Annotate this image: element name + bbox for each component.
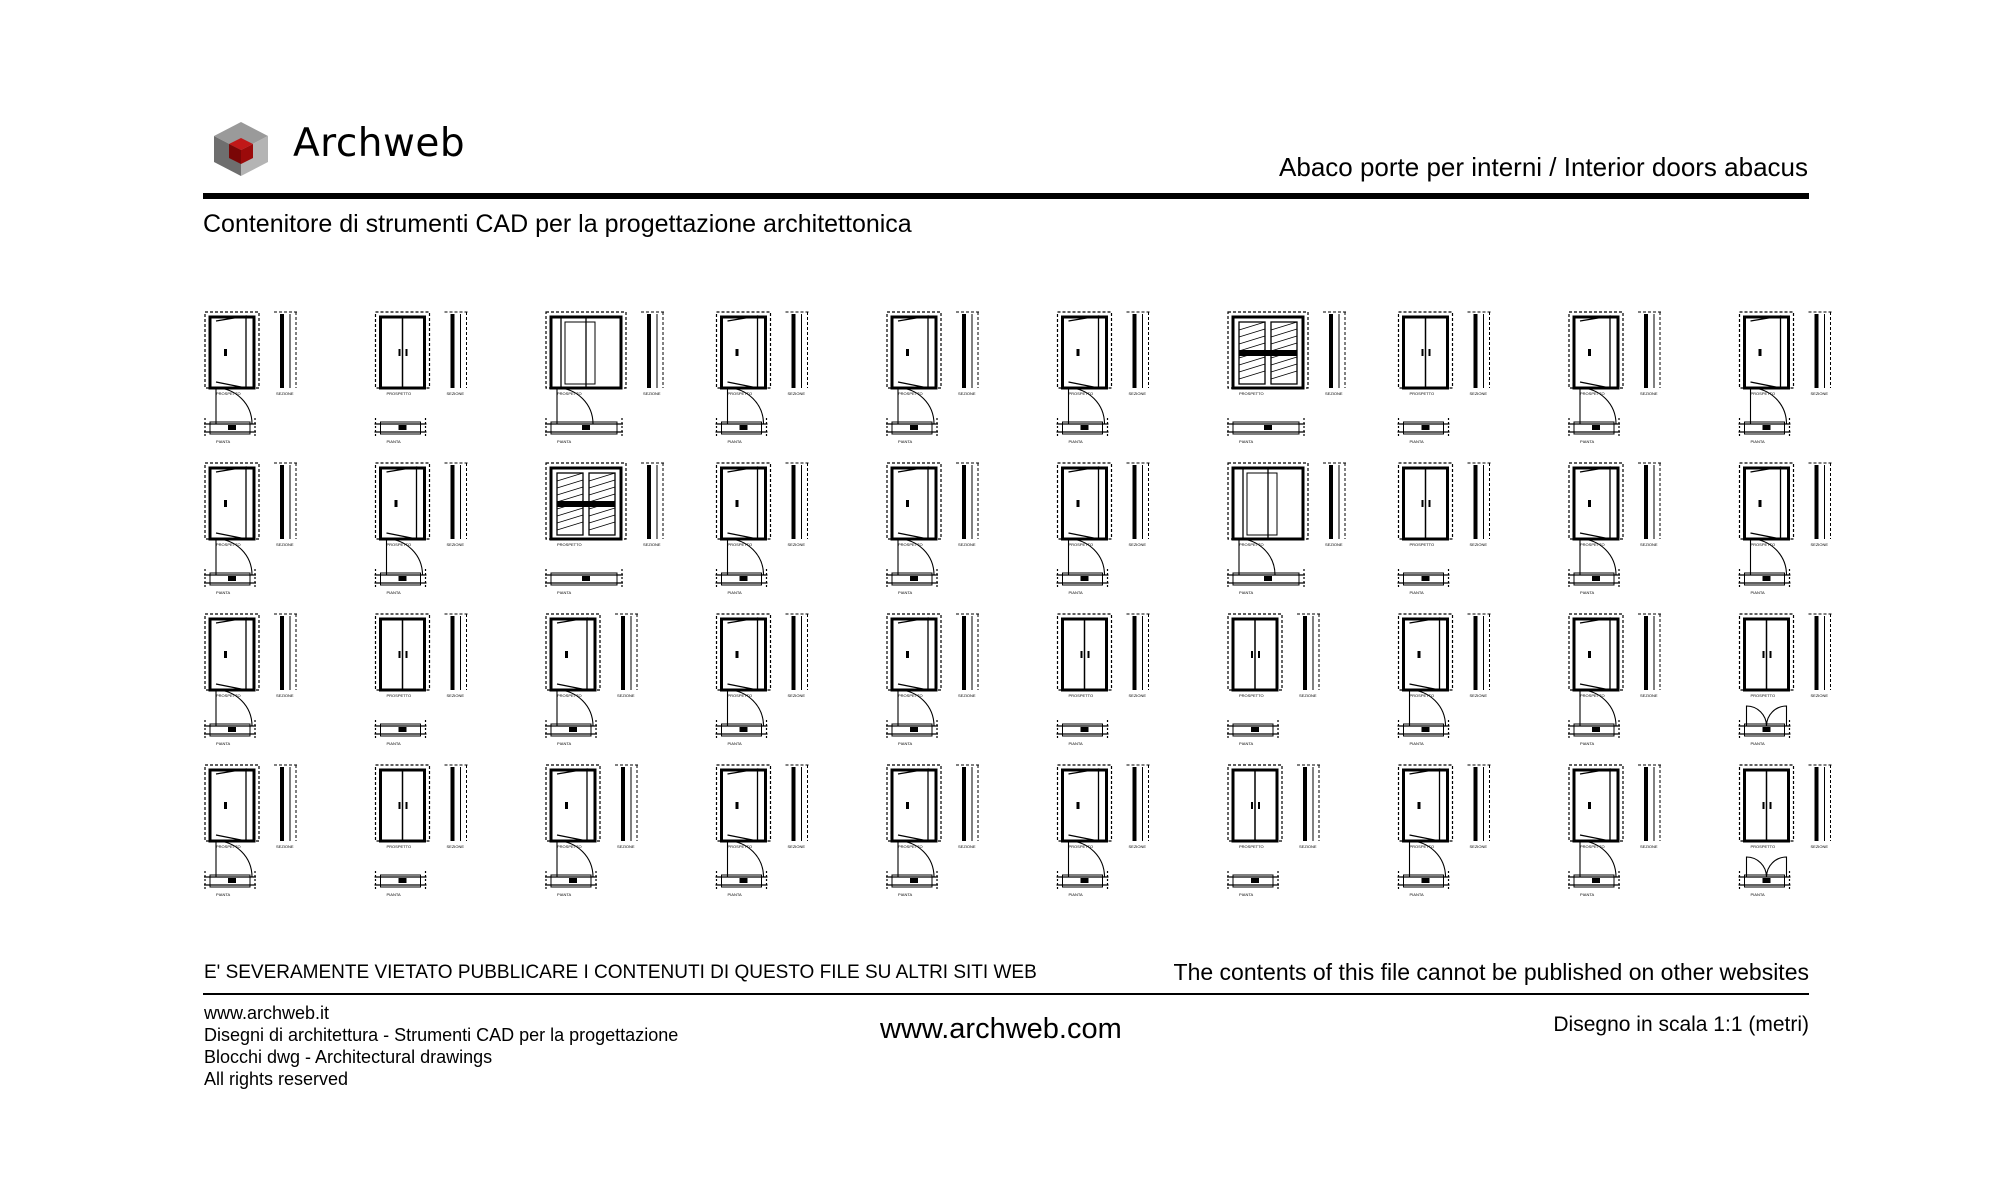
label-section: SEZIONE: [1469, 391, 1488, 396]
label-plan: PIANTA: [1409, 741, 1424, 746]
label-elevation: PROSPETTO: [898, 844, 923, 849]
label-section: SEZIONE: [958, 844, 976, 849]
door-block-r3-c5: [886, 614, 980, 746]
label-elevation: PROSPETTO: [386, 693, 412, 698]
door-block-r4-c1: [204, 765, 298, 897]
label-elevation: PROSPETTO: [386, 844, 412, 849]
door-block-r4-c9: [1568, 765, 1662, 897]
label-plan: PIANTA: [1239, 439, 1254, 444]
label-elevation: PROSPETTO: [1239, 844, 1264, 849]
door-block-r4-c5: [886, 765, 980, 897]
label-section: SEZIONE: [1128, 542, 1147, 547]
label-plan: PIANTA: [386, 741, 401, 746]
label-plan: PIANTA: [557, 439, 572, 444]
label-plan: PIANTA: [557, 590, 572, 595]
label-section: SEZIONE: [1128, 391, 1147, 396]
door-block-r2-c5: [886, 463, 980, 595]
label-elevation: PROSPETTO: [1750, 391, 1776, 396]
door-block-r2-c7: [1227, 463, 1347, 595]
door-block-r4-c8: [1398, 765, 1492, 897]
door-block-r1-c1: [204, 312, 298, 444]
label-elevation: PROSPETTO: [557, 542, 582, 547]
door-block-r2-c8: [1398, 463, 1492, 595]
label-plan: PIANTA: [727, 590, 742, 595]
label-elevation: PROSPETTO: [1239, 391, 1264, 396]
label-elevation: PROSPETTO: [557, 391, 582, 396]
label-plan: PIANTA: [1580, 590, 1595, 595]
label-section: SEZIONE: [617, 844, 635, 849]
door-block-r3-c3: [545, 614, 639, 746]
label-section: SEZIONE: [787, 693, 806, 698]
label-plan: PIANTA: [1750, 590, 1765, 595]
label-elevation: PROSPETTO: [898, 693, 923, 698]
label-section: SEZIONE: [958, 542, 976, 547]
label-section: SEZIONE: [1325, 391, 1343, 396]
label-section: SEZIONE: [787, 542, 806, 547]
door-block-r2-c9: [1568, 463, 1662, 595]
door-block-r2-c2: [375, 463, 469, 595]
door-block-r1-c4: [716, 312, 810, 444]
label-section: SEZIONE: [446, 542, 465, 547]
label-plan: PIANTA: [1239, 741, 1254, 746]
door-block-r2-c3: [545, 463, 665, 595]
door-block-r1-c9: [1568, 312, 1662, 444]
label-elevation: PROSPETTO: [1068, 693, 1094, 698]
label-elevation: PROSPETTO: [216, 542, 241, 547]
label-section: SEZIONE: [1128, 693, 1147, 698]
label-section: SEZIONE: [1810, 542, 1829, 547]
label-section: SEZIONE: [1640, 844, 1658, 849]
label-plan: PIANTA: [1750, 439, 1765, 444]
label-section: SEZIONE: [1299, 693, 1317, 698]
label-plan: PIANTA: [557, 741, 572, 746]
label-plan: PIANTA: [1409, 439, 1424, 444]
label-elevation: PROSPETTO: [1239, 693, 1264, 698]
label-section: SEZIONE: [1469, 542, 1488, 547]
label-elevation: PROSPETTO: [1580, 844, 1605, 849]
label-plan: PIANTA: [386, 892, 401, 897]
label-elevation: PROSPETTO: [1580, 391, 1605, 396]
label-section: SEZIONE: [787, 391, 806, 396]
label-plan: PIANTA: [1068, 741, 1083, 746]
label-plan: PIANTA: [727, 439, 742, 444]
label-plan: PIANTA: [1580, 892, 1595, 897]
label-elevation: PROSPETTO: [1750, 844, 1776, 849]
label-section: SEZIONE: [276, 693, 294, 698]
footer-line-rights: All rights reserved: [204, 1069, 349, 1089]
label-section: SEZIONE: [1469, 844, 1488, 849]
label-plan: PIANTA: [1068, 892, 1083, 897]
label-elevation: PROSPETTO: [1068, 844, 1094, 849]
label-plan: PIANTA: [1750, 741, 1765, 746]
label-plan: PIANTA: [898, 741, 913, 746]
subtitle: Contenitore di strumenti CAD per la progettazione architettonica: [203, 210, 912, 238]
door-block-r1-c5: [886, 312, 980, 444]
label-plan: PIANTA: [216, 741, 231, 746]
label-plan: PIANTA: [1580, 439, 1595, 444]
label-elevation: PROSPETTO: [1580, 693, 1605, 698]
door-block-r4-c2: [375, 765, 469, 897]
footer-website: www.archweb.it: [204, 1003, 330, 1023]
label-elevation: PROSPETTO: [1409, 391, 1435, 396]
label-section: SEZIONE: [446, 844, 465, 849]
label-section: SEZIONE: [1128, 844, 1147, 849]
label-section: SEZIONE: [1810, 391, 1829, 396]
door-block-r1-c10: [1739, 312, 1833, 444]
door-block-r1-c8: [1398, 312, 1492, 444]
label-section: SEZIONE: [1640, 542, 1658, 547]
label-elevation: PROSPETTO: [216, 693, 241, 698]
footer-line-drawings: Disegni di architettura - Strumenti CAD per la progettazione: [204, 1025, 679, 1045]
label-plan: PIANTA: [1409, 892, 1424, 897]
notice-english: The contents of this file cannot be published on other websites: [1173, 959, 1809, 985]
door-block-r4-c7: [1227, 765, 1321, 897]
label-plan: PIANTA: [727, 741, 742, 746]
label-plan: PIANTA: [898, 439, 913, 444]
brand-name: Archweb: [293, 121, 466, 166]
door-block-r3-c7: [1227, 614, 1321, 746]
label-elevation: PROSPETTO: [557, 844, 582, 849]
label-elevation: PROSPETTO: [386, 391, 412, 396]
label-plan: PIANTA: [386, 439, 401, 444]
label-plan: PIANTA: [1068, 590, 1083, 595]
label-plan: PIANTA: [557, 892, 572, 897]
label-section: SEZIONE: [643, 391, 661, 396]
door-block-r3-c2: [375, 614, 469, 746]
door-block-r4-c6: [1057, 765, 1151, 897]
label-section: SEZIONE: [958, 693, 976, 698]
door-block-r2-c1: [204, 463, 298, 595]
label-section: SEZIONE: [958, 391, 976, 396]
door-block-r1-c6: [1057, 312, 1151, 444]
label-elevation: PROSPETTO: [898, 391, 923, 396]
footer-rule: [203, 993, 1809, 995]
label-plan: PIANTA: [386, 590, 401, 595]
label-section: SEZIONE: [1299, 844, 1317, 849]
label-section: SEZIONE: [276, 542, 294, 547]
label-plan: PIANTA: [216, 590, 231, 595]
door-block-r3-c9: [1568, 614, 1662, 746]
archweb-logo-icon: [210, 120, 272, 178]
door-block-r1-c3: [545, 312, 665, 444]
label-elevation: PROSPETTO: [216, 391, 241, 396]
label-plan: PIANTA: [216, 892, 231, 897]
label-elevation: PROSPETTO: [1068, 391, 1094, 396]
door-block-r2-c6: [1057, 463, 1151, 595]
label-section: SEZIONE: [1469, 693, 1488, 698]
label-section: SEZIONE: [1810, 693, 1829, 698]
label-section: SEZIONE: [446, 693, 465, 698]
footer-center-url: www.archweb.com: [880, 1013, 1122, 1045]
label-elevation: PROSPETTO: [727, 844, 753, 849]
label-elevation: PROSPETTO: [1409, 693, 1435, 698]
notice-italian: E' SEVERAMENTE VIETATO PUBBLICARE I CONTENUTI DI QUESTO FILE SU ALTRI SITI WEB: [204, 962, 1037, 983]
label-elevation: PROSPETTO: [1750, 693, 1776, 698]
label-elevation: PROSPETTO: [727, 693, 753, 698]
label-section: SEZIONE: [276, 391, 294, 396]
label-elevation: PROSPETTO: [727, 391, 753, 396]
label-section: SEZIONE: [1640, 693, 1658, 698]
label-section: SEZIONE: [643, 542, 661, 547]
label-plan: PIANTA: [1750, 892, 1765, 897]
label-elevation: PROSPETTO: [1580, 542, 1605, 547]
label-elevation: PROSPETTO: [1239, 542, 1264, 547]
label-plan: PIANTA: [727, 892, 742, 897]
door-block-r1-c7: [1227, 312, 1347, 444]
label-elevation: PROSPETTO: [898, 542, 923, 547]
door-block-r3-c6: [1057, 614, 1151, 746]
label-section: SEZIONE: [276, 844, 294, 849]
label-plan: PIANTA: [898, 892, 913, 897]
door-block-r4-c4: [716, 765, 810, 897]
label-elevation: PROSPETTO: [216, 844, 241, 849]
label-elevation: PROSPETTO: [1409, 542, 1435, 547]
label-plan: PIANTA: [1409, 590, 1424, 595]
label-elevation: PROSPETTO: [727, 542, 753, 547]
label-section: SEZIONE: [446, 391, 465, 396]
label-section: SEZIONE: [1640, 391, 1658, 396]
door-block-r3-c4: [716, 614, 810, 746]
label-section: SEZIONE: [787, 844, 806, 849]
label-elevation: PROSPETTO: [1068, 542, 1094, 547]
door-block-r1-c2: [375, 312, 469, 444]
drawing-title: Abaco porte per interni / Interior doors abacus: [1279, 152, 1808, 182]
door-block-r3-c1: [204, 614, 298, 746]
label-section: SEZIONE: [1810, 844, 1829, 849]
label-elevation: PROSPETTO: [386, 542, 412, 547]
label-section: SEZIONE: [1325, 542, 1343, 547]
door-block-r3-c10: [1739, 614, 1833, 746]
door-block-r3-c8: [1398, 614, 1492, 746]
footer-line-blocks: Blocchi dwg - Architectural drawings: [204, 1047, 493, 1067]
door-block-r2-c4: [716, 463, 810, 595]
label-plan: PIANTA: [898, 590, 913, 595]
label-plan: PIANTA: [1068, 439, 1083, 444]
door-block-r4-c3: [545, 765, 639, 897]
label-plan: PIANTA: [1239, 590, 1254, 595]
door-block-r2-c10: [1739, 463, 1833, 595]
drawing-scale: Disegno in scala 1:1 (metri): [1553, 1013, 1809, 1036]
door-block-r4-c10: [1739, 765, 1833, 897]
label-plan: PIANTA: [1580, 741, 1595, 746]
door-abacus-drawing: [200, 300, 1829, 920]
label-plan: PIANTA: [216, 439, 231, 444]
label-plan: PIANTA: [1239, 892, 1254, 897]
header-rule: [203, 193, 1809, 199]
label-elevation: PROSPETTO: [1750, 542, 1776, 547]
label-section: SEZIONE: [617, 693, 635, 698]
label-elevation: PROSPETTO: [1409, 844, 1435, 849]
label-elevation: PROSPETTO: [557, 693, 582, 698]
